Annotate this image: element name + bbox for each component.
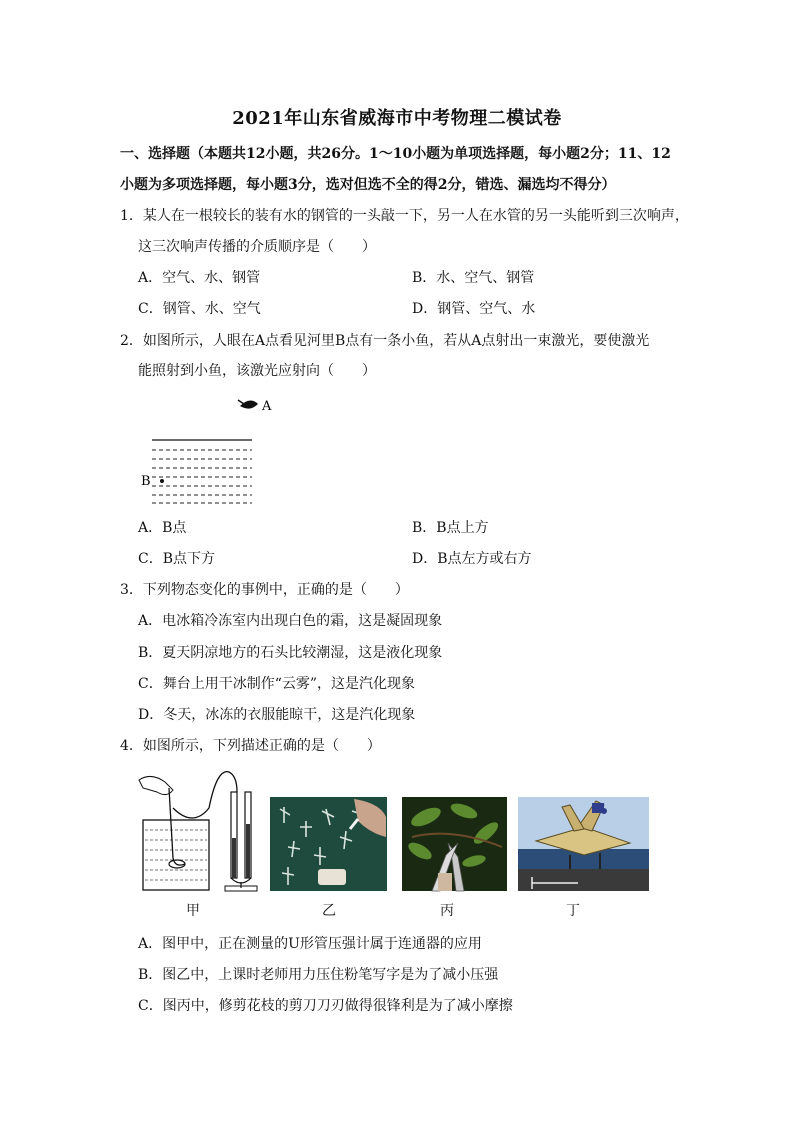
figure-yi-chalkboard: [270, 797, 387, 891]
question-4-option-b[interactable]: B．图乙中，上课时老师用力压住粉笔写字是为了减小压强: [138, 967, 499, 983]
question-3-line1: 3．下列物态变化的事例中，正确的是（ ）: [120, 582, 409, 598]
question-3-option-a[interactable]: A．电冰箱冷冻室内出现白色的霜，这是凝固现象: [138, 613, 443, 629]
figure-jia-pressure-gauge: [133, 768, 269, 894]
question-4-option-c[interactable]: C．图丙中，修剪花枝的剪刀刀刃做得很锋利是为了减小摩擦: [138, 998, 513, 1014]
section-header-line1: 一、选择题（本题共12小题，共26分。1～10小题为单项选择题，每小题2分；11、12: [120, 146, 671, 162]
water-lines: [152, 450, 252, 503]
point-b-label: B: [141, 474, 151, 489]
question-1-option-c[interactable]: C．钢管、水、空气: [138, 301, 261, 317]
question-2-option-c[interactable]: C．B点下方: [138, 551, 215, 567]
question-3-option-c[interactable]: C．舞台上用干冰制作“云雾”，这是汽化现象: [138, 676, 416, 692]
figure-label-ding: 丁: [566, 903, 580, 919]
question-2-option-d[interactable]: D．B点左方或右方: [412, 551, 532, 567]
question-4-option-a[interactable]: A．图甲中，正在测量的U形管压强计属于连通器的应用: [138, 936, 482, 952]
question-3-option-d[interactable]: D．冬天，冰冻的衣服能晾干，这是汽化现象: [138, 707, 416, 723]
section-header-line2: 小题为多项选择题，每小题3分，选对但选不全的得2分，错选、漏选均不得分）: [120, 177, 616, 193]
point-a-label: A: [262, 399, 272, 414]
fish-point-b: [160, 479, 164, 483]
question-1-line1: 1．某人在一根较长的装有水的钢管的一头敲一下，另一人在水管的另一头能听到三次响声，: [120, 208, 689, 224]
question-3-option-b[interactable]: B．夏天阴凉地方的石头比较潮湿，这是液化现象: [138, 645, 443, 661]
question-1-option-a[interactable]: A．空气、水、钢管: [138, 270, 261, 286]
river-figure: [130, 390, 270, 510]
question-4-line1: 4．如图所示，下列描述正确的是（ ）: [120, 738, 381, 754]
figure-ding-carrier-jet: [518, 797, 649, 891]
question-1-option-b[interactable]: B．水、空气、钢管: [412, 270, 535, 286]
question-1-line2: 这三次响声传播的介质顺序是（ ）: [138, 239, 376, 255]
question-2-option-a[interactable]: A．B点: [138, 520, 187, 536]
question-2-line2: 能照射到小鱼，该激光应射向（ ）: [138, 363, 376, 379]
figure-label-bing: 丙: [440, 903, 454, 919]
question-1-option-d[interactable]: D．钢管、空气、水: [412, 301, 536, 317]
question-2-option-b[interactable]: B．B点上方: [412, 520, 489, 536]
page-title: 2021年山东省威海市中考物理二模试卷: [232, 108, 562, 129]
figure-label-yi: 乙: [322, 903, 336, 919]
figure-label-jia: 甲: [186, 903, 200, 919]
figure-bing-pruning-shears: [402, 797, 507, 891]
question-2-line1: 2．如图所示，人眼在A点看见河里B点有一条小鱼，若从A点射出一束激光，要使激光: [120, 333, 650, 349]
eye-icon: [238, 400, 258, 409]
